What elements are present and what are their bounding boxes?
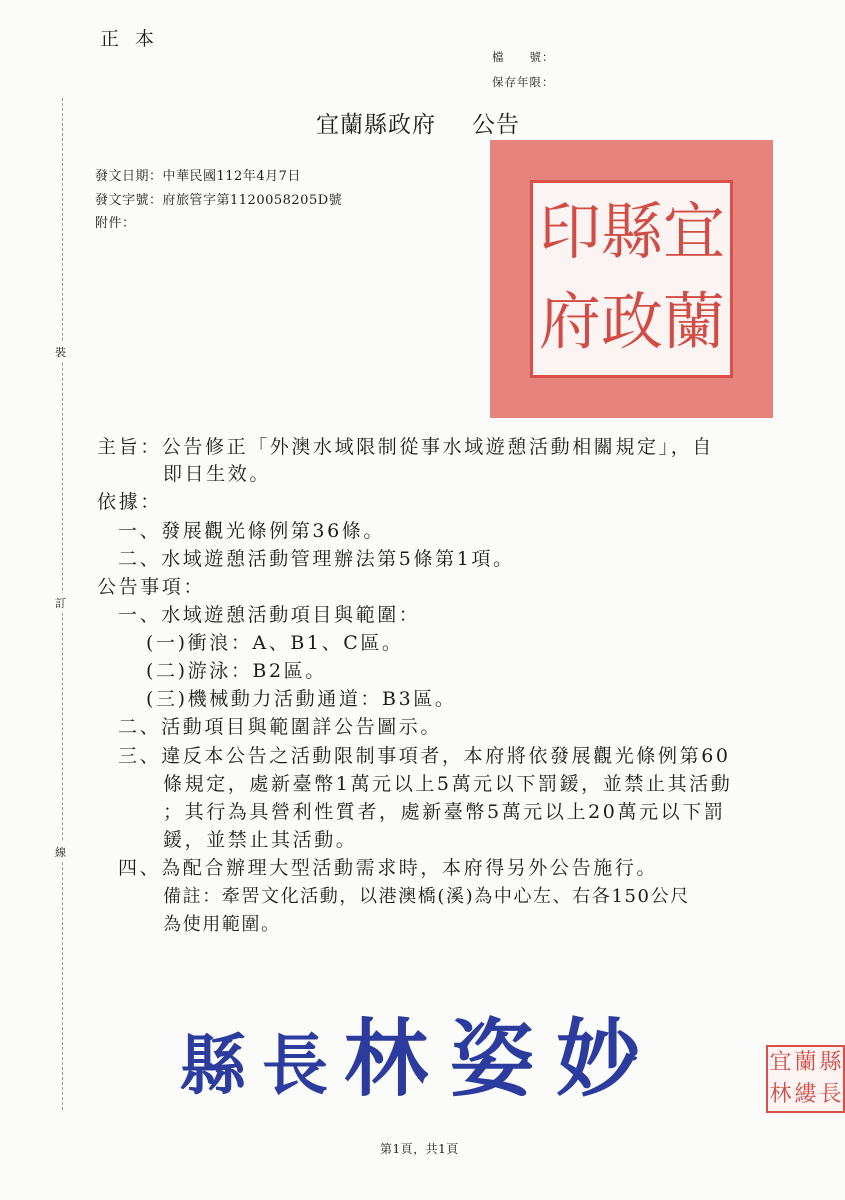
binding-mark-ding: 訂 <box>55 593 66 613</box>
note-line-1: 備註：牽罟文化活動，以港澳橋(溪)為中心左、右各150公尺 <box>163 886 690 907</box>
notice-item-1: 一、水域遊憩活動項目與範圍： <box>118 604 421 626</box>
notice-label: 公告事項： <box>97 576 206 598</box>
small-seal-char: 宜 <box>769 1050 792 1075</box>
binding-mark-zhuang: 裝 <box>55 342 66 362</box>
basis-label: 依據： <box>97 491 162 513</box>
seal-char: 縣 <box>601 195 664 268</box>
binding-mark-xian: 線 <box>55 842 66 862</box>
attachment-label: 附件： <box>95 216 136 231</box>
small-seal-char: 長 <box>819 1082 842 1107</box>
notice-item-4: 四、為配合辦理大型活動需求時，本府得另外公告施行。 <box>118 857 659 879</box>
seal-char: 蘭 <box>663 285 726 358</box>
issue-date: 發文日期：中華民國112年4月7日 <box>95 169 301 184</box>
seal-char: 印 <box>539 195 602 268</box>
subject-line-2: 即日生效。 <box>163 463 272 485</box>
notice-item-3-line-3: ；其行為具營利性質者，處新臺幣5萬元以上20萬元以下罰 <box>163 801 726 823</box>
notice-item-3-line-2: 條規定，處新臺幣1萬元以上5萬元以下罰鍰，並禁止其活動 <box>163 773 733 795</box>
magistrate-signature <box>180 992 662 1113</box>
small-seal-char: 縣 <box>819 1050 842 1075</box>
seal-char: 宜 <box>663 195 726 268</box>
small-seal-char: 蘭 <box>794 1050 817 1075</box>
notice-item-3-line-1: 三、違反本公告之活動限制事項者，本府將依發展觀光條例第60 <box>118 745 731 767</box>
document-number: 發文字號：府旅管字第1120058205D號 <box>95 193 343 208</box>
subject-line-1: 主旨：公告修正「外澳水域限制從事水域遊憩活動相關規定」，自 <box>97 436 714 458</box>
page-number: 第1頁，共1頁 <box>380 1142 459 1156</box>
original-copy-mark: 正本 <box>100 28 171 50</box>
basis-item-1: 一、發展觀光條例第36條。 <box>118 520 385 542</box>
document-title <box>316 106 520 139</box>
notice-item-3-line-4: 鍰，並禁止其活動。 <box>163 829 358 851</box>
government-seal <box>490 140 773 418</box>
file-number-label: 檔 號： <box>492 50 555 64</box>
small-seal-char: 林 <box>769 1082 792 1107</box>
notice-item-1a: (一)衝浪：A、B1、C區。 <box>146 632 404 654</box>
magistrate-seal <box>766 1045 845 1113</box>
seal-char: 政 <box>601 285 664 358</box>
document-type: 公告 <box>472 112 520 138</box>
seal-char: 府 <box>539 285 602 358</box>
signature-title: 縣長 <box>180 1026 344 1104</box>
issuing-organization: 宜蘭縣政府 <box>316 112 436 138</box>
notice-item-2: 二、活動項目與範圍詳公告圖示。 <box>118 716 443 738</box>
basis-item-2: 二、水域遊憩活動管理辦法第5條第1項。 <box>118 548 515 570</box>
signature-name: 林姿妙 <box>344 1009 663 1108</box>
notice-item-1b: (二)游泳：B2區。 <box>146 660 327 682</box>
small-seal-char: 縷 <box>794 1082 817 1107</box>
note-line-2: 為使用範圍。 <box>163 914 281 935</box>
notice-item-1c: (三)機械動力活動通道：B3區。 <box>146 688 457 710</box>
retention-label: 保存年限： <box>492 75 555 89</box>
